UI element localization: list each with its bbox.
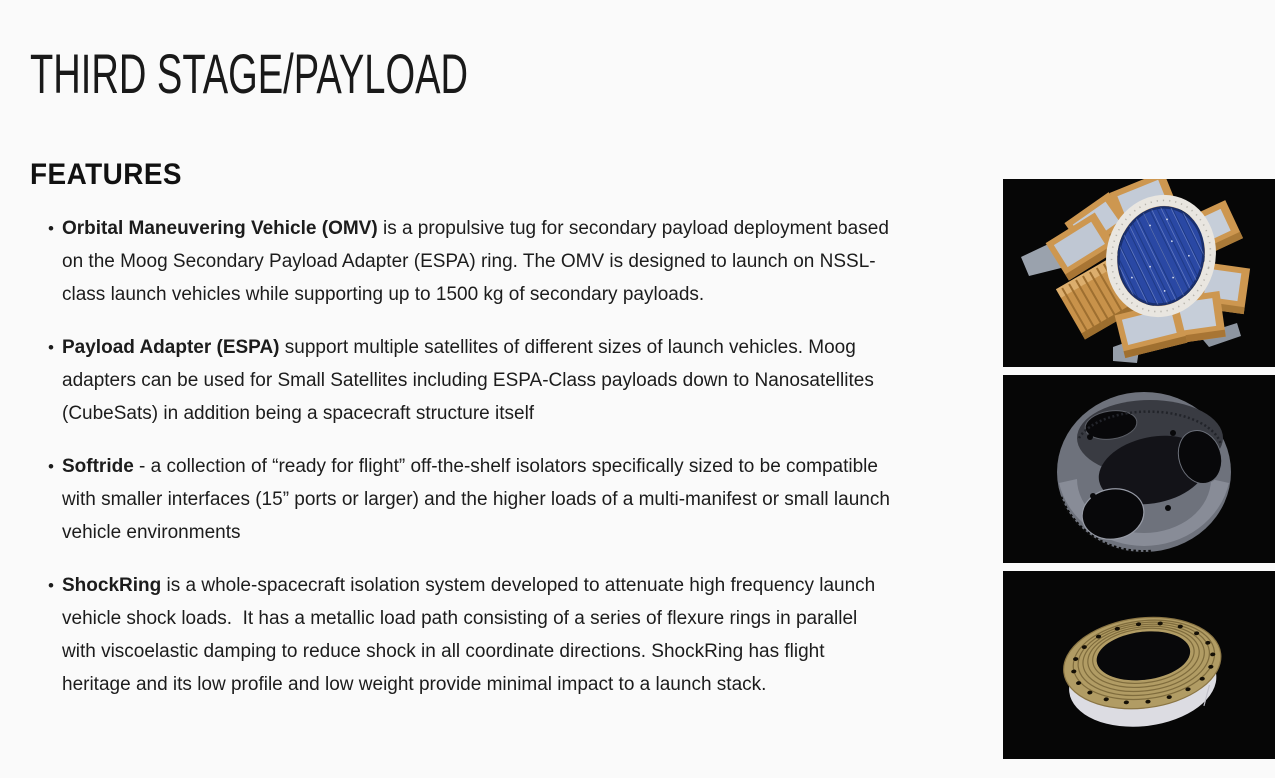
feature-term: Payload Adapter (ESPA) <box>62 337 280 358</box>
feature-description: - a collection of “ready for flight” off-the-shelf isolators specifically sized to be compatible with smaller interfaces (15” ports or larger) and the higher loads of a multi-manifest or small launch vehicle environments <box>62 456 896 543</box>
feature-item-espa <box>48 331 893 430</box>
feature-description: is a whole-spacecraft isolation system developed to attenuate high frequency launch vehicle shock loads. It has a metallic load path consisting of a series of flexure rings in parallel with viscoelastic damping to reduce shock in all coordinate directions. ShockRing has flight heritage and its low profile and low weight provide minimal impact to a launch stack. <box>62 575 881 695</box>
feature-description: support multiple satellites of different sizes of launch vehicles. Moog adapters can be used for Small Satellites including ESPA-Class payloads down to Nanosatellites (CubeSats) in addition being a spacecraft structure itself <box>62 337 880 424</box>
bullet-icon: • <box>48 576 54 595</box>
feature-text <box>62 569 892 701</box>
bullet-icon: • <box>48 338 54 357</box>
feature-item-shockring <box>48 569 893 701</box>
image-espa-ring-render <box>1003 375 1275 563</box>
espa-ring-graphic <box>1003 375 1275 563</box>
feature-term: Softride <box>62 456 134 477</box>
feature-text <box>62 212 895 311</box>
feature-text <box>62 450 896 549</box>
page-title: THIRD STAGE/PAYLOAD <box>30 42 468 105</box>
feature-item-omv <box>48 212 893 311</box>
bullet-icon: • <box>48 457 54 476</box>
image-shockring-render <box>1003 571 1275 759</box>
shockring-graphic <box>1003 571 1275 759</box>
feature-term: ShockRing <box>62 575 162 596</box>
feature-item-softride <box>48 450 896 549</box>
features-list <box>48 212 896 721</box>
feature-text <box>62 331 892 430</box>
feature-term: Orbital Maneuvering Vehicle (OMV) <box>62 218 378 239</box>
bullet-icon: • <box>48 219 54 238</box>
feature-description: is a propulsive tug for secondary payload deployment based on the Moog Secondary Payload Adapter (ESPA) ring. The OMV is designed to launch on NSSL-class launch vehicles while supporting up to 1500 kg of secondary payloads. <box>62 218 895 305</box>
image-omv-render <box>1003 179 1275 367</box>
omv-render-graphic <box>1003 179 1275 367</box>
features-heading: FEATURES <box>30 158 183 191</box>
